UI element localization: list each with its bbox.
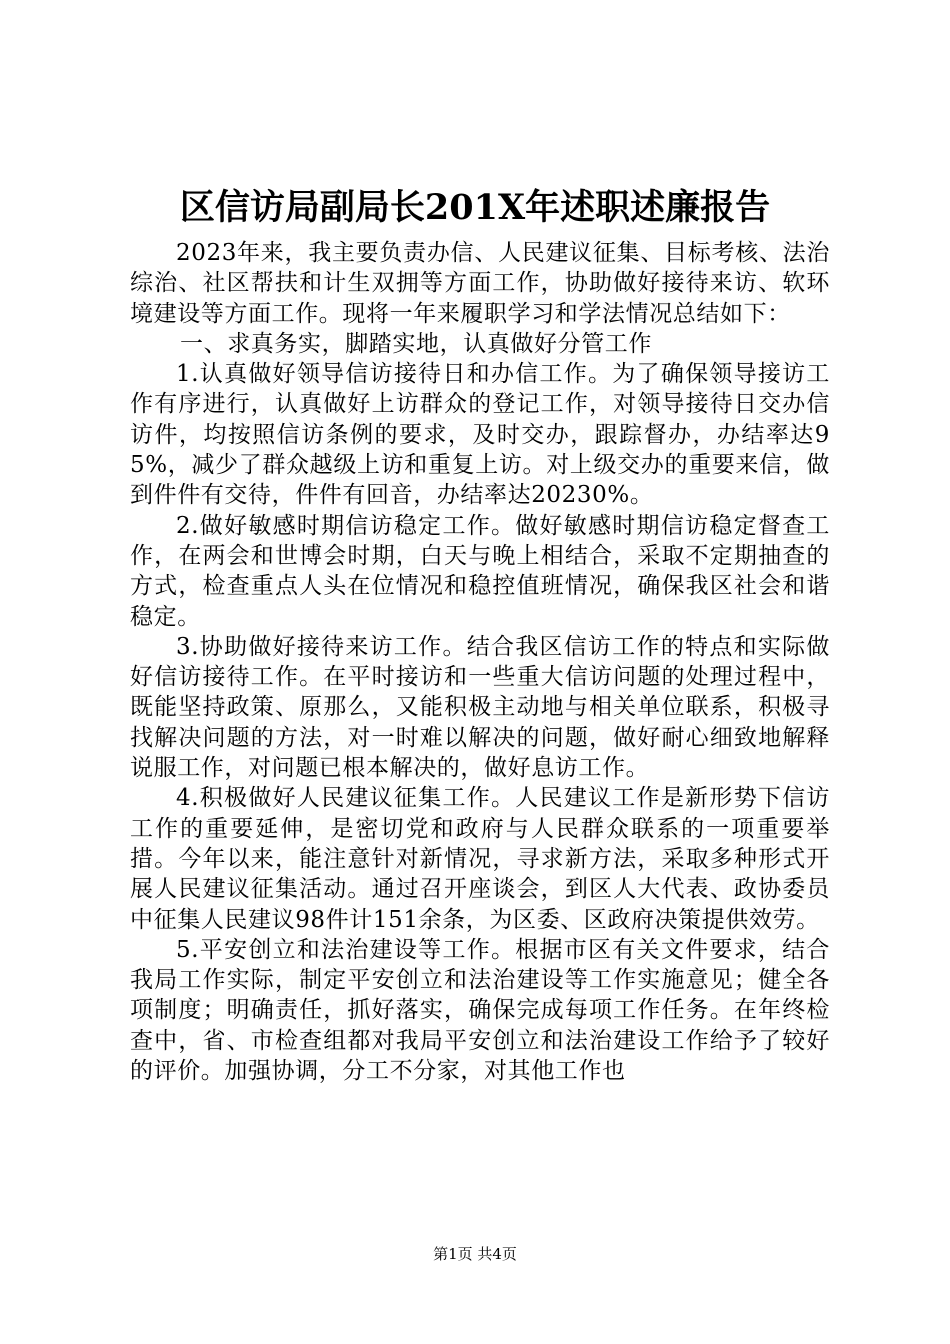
paragraph-item-3: 3.协助做好接待来访工作。结合我区信访工作的特点和实际做好信访接待工作。在平时接访和一些重大信访问题的处理过程中，既能坚持政策、原那么，又能积极主动地与相关单位联系，积极寻找解决问题的方法，对一时难以解决的问题，做好耐心细致地解释说服工作，对问题已根本解决的，做好息访工作。 bbox=[130, 633, 830, 782]
paragraph-item-2: 2.做好敏感时期信访稳定工作。做好敏感时期信访稳定督查工作，在两会和世博会时期，白天与晚上相结合，采取不定期抽查的方式，检查重点人头在位情况和稳控值班情况，确保我区社会和谐稳定。 bbox=[130, 512, 830, 630]
paragraph-item-1: 1.认真做好领导信访接待日和办信工作。为了确保领导接访工作有序进行，认真做好上访群众的登记工作，对领导接待日交办信访件，均按照信访条例的要求，及时交办，跟踪督办，办结率达95%，减少了群众越级上访和重复上访。对上级交办的重要来信，做到件件有交待，件件有回音，办结率达20230%。 bbox=[130, 361, 830, 509]
paragraph-item-5: 5.平安创立和法治建设等工作。根据市区有关文件要求，结合我局工作实际，制定平安创立和法治建设等工作实施意见；健全各项制度；明确责任，抓好落实，确保完成每项工作任务。在年终检查中，省、市检查组都对我局平安创立和法治建设工作给予了较好的评价。加强协调，分工不分家，对其他工作也 bbox=[130, 936, 830, 1085]
paragraph-item-4: 4.积极做好人民建议征集工作。人民建议工作是新形势下信访工作的重要延伸，是密切党和政府与人民群众联系的一项重要举措。今年以来，能注意针对新情况，寻求新方法，采取多种形式开展人民建议征集活动。通过召开座谈会，到区人大代表、政协委员中征集人民建议98件计151余条，为区委、区政府决策提供效劳。 bbox=[130, 785, 830, 933]
paragraph-intro: 2023年来，我主要负责办信、人民建议征集、目标考核、法治综治、社区帮扶和计生双拥等方面工作，协助做好接待来访、软环境建设等方面工作。现将一年来履职学习和学法情况总结如下： bbox=[130, 240, 830, 327]
document-title: 区信访局副局长201X年述职述廉报告 bbox=[179, 187, 771, 228]
page-number-footer: 第1页 共4页 bbox=[433, 1245, 517, 1263]
paragraph-section-heading: 一、求真务实，脚踏实地，认真做好分管工作 bbox=[180, 330, 652, 357]
document-body bbox=[130, 238, 830, 1086]
